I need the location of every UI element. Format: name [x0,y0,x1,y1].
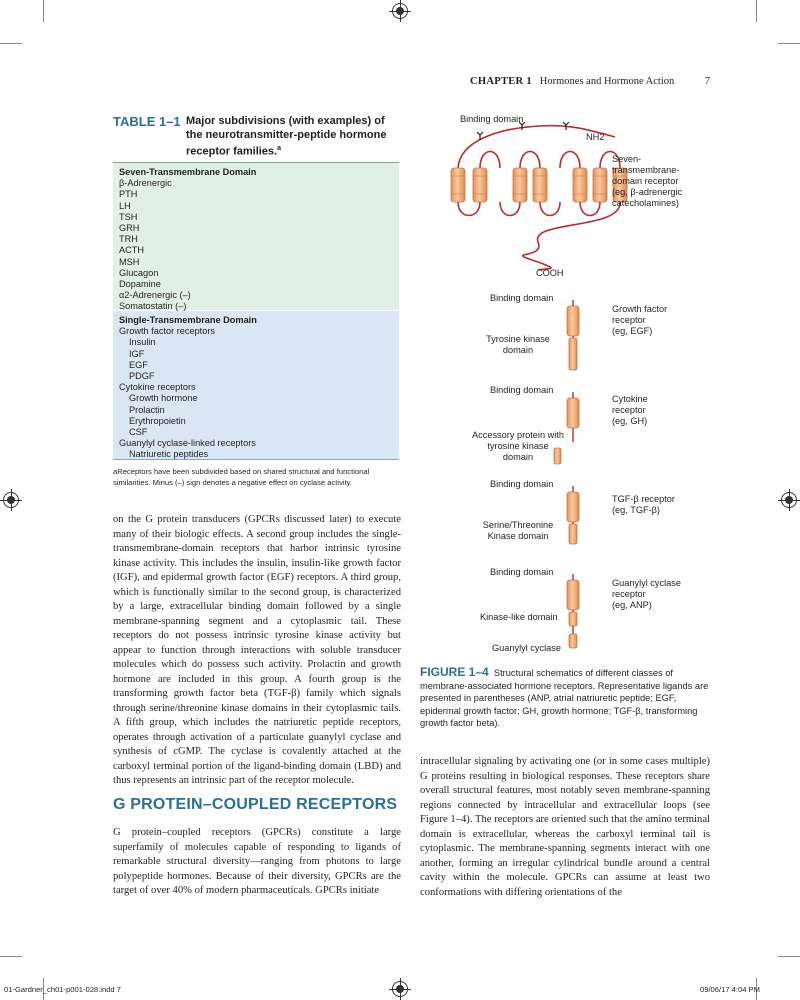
section-heading: Single-Transmembrane Domain [119,315,257,325]
gpcr-ctail [523,202,620,270]
trim-mark [0,43,22,44]
growth-factor-receptor [486,293,667,370]
table-subitem: EGF [129,359,148,370]
label-line: Guanylyl cyclase [612,578,681,588]
binding-domain-block [567,492,579,522]
trim-mark [0,956,22,957]
nh2-label [586,132,604,142]
running-header [470,76,710,87]
label-line: Kinase domain [487,531,549,541]
section-heading: Seven-Transmembrane Domain [119,167,257,177]
table-item: PTH [119,189,138,200]
helix [473,168,487,202]
print-timestamp: 09/06/17 4:04 PM [700,985,760,994]
receptor-label [612,494,675,515]
table-section-seven-transmembrane [113,162,399,310]
body-paragraph: intracellular signaling by activating one (or in some cases multiple) G proteins resulting in biological responses. These receptors share overall structural features, most notably seven membrane-spanning regions connected by intracellular and extracellular loops (see Figure 1–4). The receptors are oriented such that the amino terminal domain is extracellular, whereas the carboxyl terminal tail is cytoplasmic. The membrane-spanning segments interact with one another, forming an irregular cylindrical bundle around a central cavity within the molecule. GPCRs can assume at least two conformations with differing orientations of the [420,756,710,898]
label-line: (eg, EGF) [612,326,653,336]
cytoplasmic-domain-block [569,338,577,370]
registration-mark [781,492,797,508]
binding-domain-block [567,580,579,610]
trim-mark [43,0,44,22]
registration-mark [3,492,19,508]
binding-domain-label: Binding domain [490,567,554,577]
label-line: Growth factor [612,304,668,314]
helix [573,168,587,202]
table-item: GRH [119,223,140,234]
file-slug: 01-Gardner_ch01-p001-028.indd 7 [4,985,121,994]
table-section-single-transmembrane [113,311,399,460]
helix [533,168,547,202]
table-item: α2-Adrenergic (–) [119,290,191,301]
guanylyl-cyclase-label: Guanylyl cyclase [492,643,561,653]
table-subitem: Growth hormone [129,393,198,404]
table-item: Dopamine [119,279,161,290]
body-paragraph: on the G protein transducers (GPCRs discussed later) to execute many of their biologic effects. A second group includes the single-transmembrane-domain receptors that harbor intrinsic tyrosine kinase activity. This includes the insulin, insulin-like growth factor (IGF), and epidermal growth factor (EGF) receptors. A third group, which is functionally similar to the second group, is characterized by a large, extracellular binding domain followed by a single membrane-spanning segment and a cytoplasmic tail. These receptors do not possess intrinsic tyrosine kinase activity but appear to function through interactions with soluble transducer molecules which do possess such activity. Prolactin and growth hormone are included in this group. A fourth group is the transforming growth factor beta (TGF-β) family which signals through serine/threonine kinase domains in their cytoplasmic tails. A fifth group, which includes the natriuretic peptide receptors, operates through activation of a particulate guanylyl cyclase and synthesis of cGMP. The cyclase is covalently attached at the carboxyl terminal portion of the ligand-binding domain (LBD) and thus represents an intrinsic part of the receptor molecule. [113,514,401,786]
label-line: tyrosine kinase [487,441,549,451]
label-line: domain receptor [612,176,679,186]
binding-domain-block [567,398,579,428]
guanylyl-cyclase-receptor [480,567,681,653]
receptor-label [612,304,667,336]
table-item: TRH [119,234,138,245]
table-subitem: CSF [129,427,148,438]
table-item: Guanylyl cyclase-linked receptors [119,438,256,449]
domain-label [486,334,550,355]
table-title-text: Major subdivisions (with examples) of the neurotransmitter-peptide hormone receptor families. [186,115,387,158]
gpcr-schematic [451,114,683,278]
label-line: receptor [612,315,646,325]
label-line: Cytokine [612,394,648,404]
table-subitem: IGF [129,348,145,359]
table-subitem: Prolactin [129,404,165,415]
label-line: domain [502,345,534,355]
binding-domain-block [567,306,579,336]
trim-mark [756,0,757,22]
gpcr-receptor-label [612,154,683,208]
label-line: (eg, GH) [612,416,648,426]
single-transmembrane-list [119,315,257,461]
table-subitem: Insulin [129,337,156,348]
table-footnote: aReceptors have been subdivided based on shared structural and functional similarities. Minus (–) sign denotes a negative effect on cyclase activity. [113,467,370,487]
label-line: receptor [612,405,646,415]
single-transmembrane-receptors [472,293,681,653]
helix [451,168,465,202]
gpcr-binding-domain-label: Binding domain [460,114,524,124]
table-item: Glucagon [119,267,159,278]
tgf-beta-receptor [483,479,675,544]
page-number: 7 [704,76,710,87]
binding-domain-label: Binding domain [490,479,554,489]
label-line: Tyrosine kinase [486,334,550,344]
kinase-like-domain-label: Kinase-like domain [480,612,558,622]
seven-transmembrane-list [119,167,256,313]
transmembrane-helices [451,168,627,202]
cooh-label: COOH [536,268,564,278]
domain-label [472,430,564,462]
nh2-label-text: NH2 [586,132,605,142]
table-subitem: PDGF [129,371,155,382]
table-item: LH [119,200,131,211]
helix [513,168,527,202]
label-line: transmembrane- [612,165,680,175]
figure-caption-text: Structural schematics of different classes of membrane-associated hormone receptors. Representative ligands are presented in parentheses (ANP, atrial natriuretic peptide; EGF, epidermal growth factor; GH, growth hormone; TGF-β, transforming growth factor beta). [420,668,709,729]
chapter-label: CHAPTER 1 [470,76,532,87]
table-item: ACTH [119,245,145,256]
table-title [186,114,401,159]
cytokine-receptor [472,385,648,464]
helix [593,168,607,202]
label-line: domain [502,452,534,462]
figure-caption [420,666,710,730]
receptor-label [612,394,648,426]
registration-mark [392,3,408,19]
label-line: (eg, ANP) [612,600,652,610]
table-item: β-Adrenergic [119,178,172,189]
section-heading: G PROTEIN–COUPLED RECEPTORS [113,796,398,813]
figure-number: FIGURE 1–4 [420,665,489,679]
label-line: Accessory protein with [472,430,564,440]
trim-mark [778,956,800,957]
table-subitem: Natriuretic peptides [129,449,209,460]
domain-label [483,520,553,541]
label-line: Serine/Threonine [482,520,554,530]
label-line: receptor [612,589,646,599]
label-line: catecholamines) [612,198,679,208]
cytoplasmic-domain-block [569,524,577,544]
receptor-label [612,578,681,610]
body-paragraph: G protein–coupled receptors (GPCRs) constitute a large superfamily of molecules capable of responding to ligands of remarkable structural diversity—ranging from photons to large polypeptide hormones. Because of their diversity, GPCRs are the target of over 40% of modern pharmaceuticals. GPCRs initiate [113,827,401,896]
table-item: TSH [119,211,138,222]
binding-domain-label: Binding domain [490,385,554,395]
table-item: Growth factor receptors [119,326,215,337]
glycosylation-marks [477,122,569,140]
table-subitem: Erythropoietin [129,415,186,426]
binding-domain-label: Binding domain [490,293,554,303]
guanylyl-cyclase-block [569,634,577,648]
cytoplasmic-domain-block [569,612,577,626]
trim-mark [778,43,800,44]
label-line: TGF-β receptor [612,494,675,504]
table-title-mark: a [277,145,281,152]
label-line: (eg, TGF-β) [612,505,660,515]
table-item: MSH [119,256,140,267]
receptor-figure [440,110,720,660]
accessory-protein-block [554,448,561,464]
label-line: (eg, β-adrenergic [612,187,683,197]
table-item: Somatostatin (–) [119,301,187,312]
table-number: TABLE 1–1 [113,114,181,129]
registration-mark [392,981,408,997]
table-item: Cytokine receptors [119,382,196,393]
label-line: Seven- [612,154,642,164]
chapter-title: Hormones and Hormone Action [539,76,675,87]
